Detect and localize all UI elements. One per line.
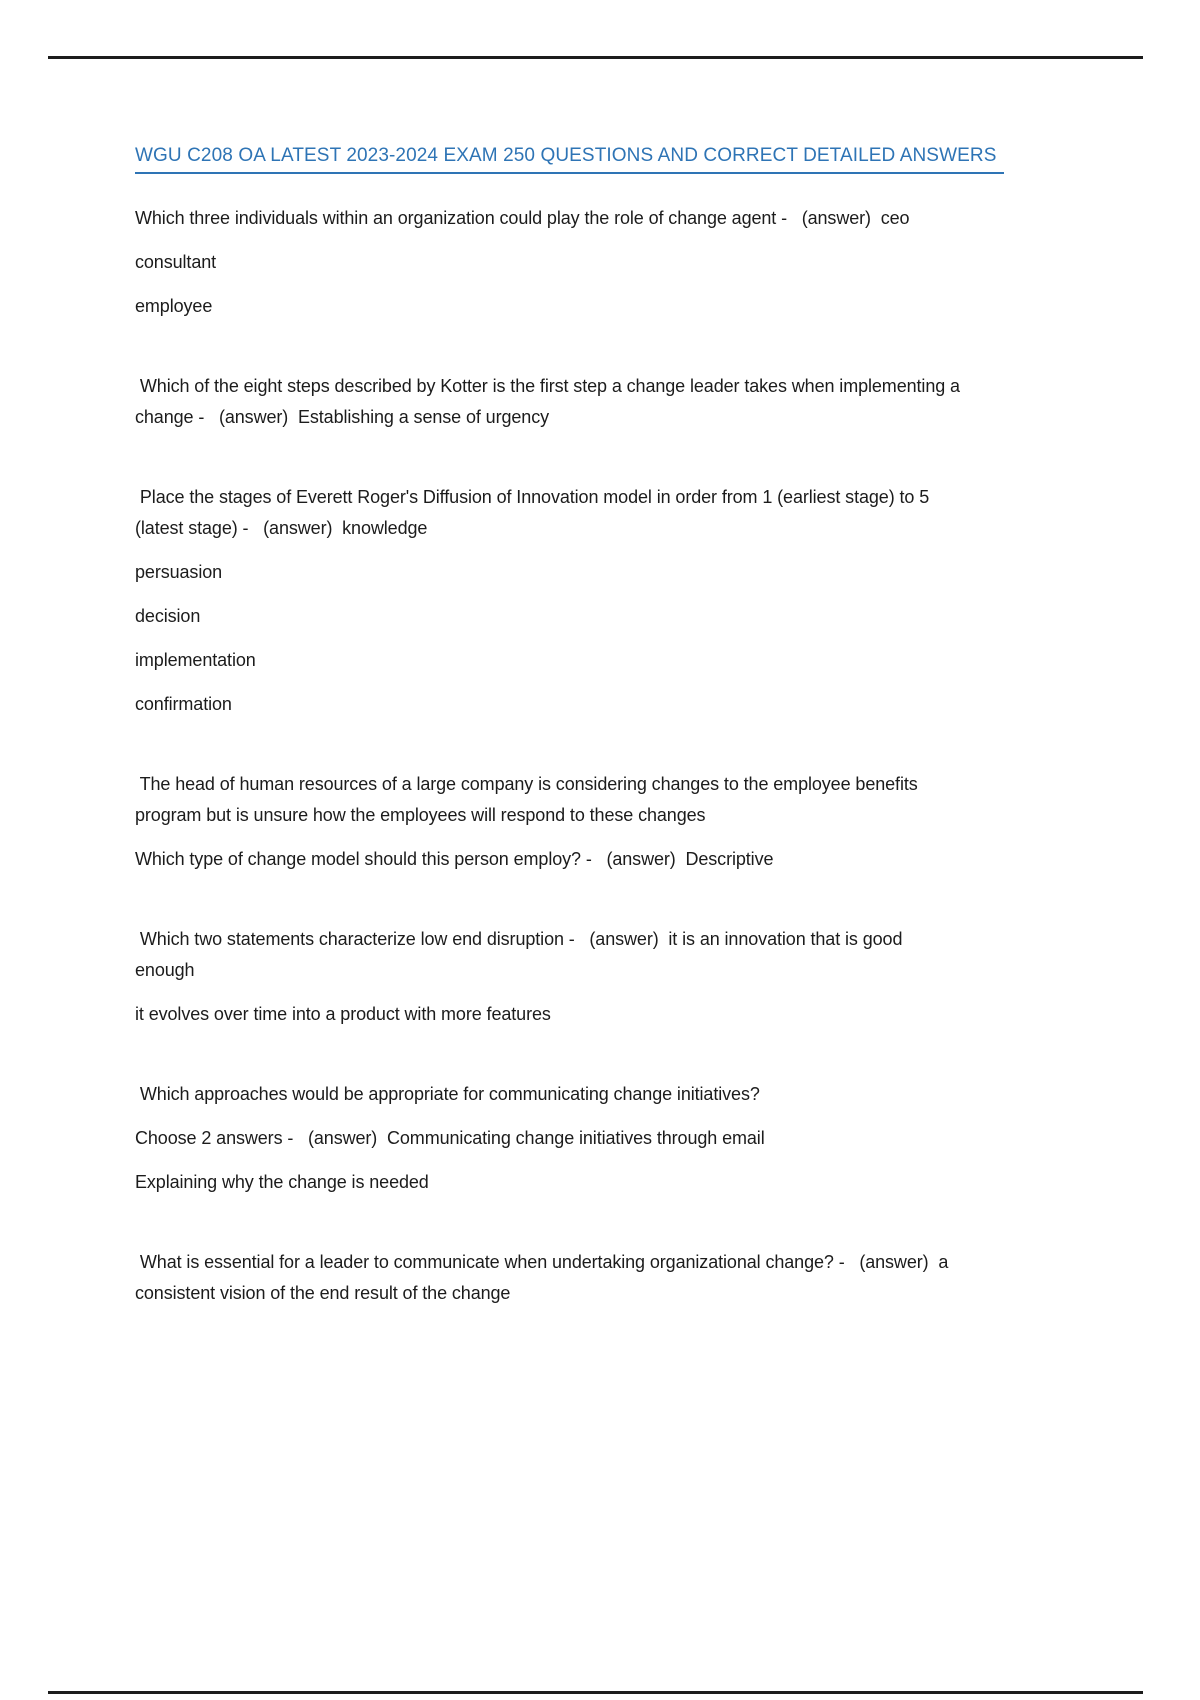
- paragraph-line: Explaining why the change is needed: [135, 1172, 429, 1192]
- qa-block: [135, 769, 1095, 875]
- paragraph-line: Which approaches would be appropriate for communicating change initiatives?: [135, 1084, 760, 1104]
- qa-block: [135, 924, 1095, 1030]
- paragraph-line: Which three individuals within an organization could play the role of change agent - (answer) ceo: [135, 208, 910, 228]
- paragraph-line: persuasion: [135, 562, 223, 582]
- paragraph: [135, 291, 1095, 322]
- paragraph-line: employee: [135, 296, 213, 316]
- page-bottom-rule: [48, 1691, 1143, 1694]
- paragraph: [135, 1247, 1095, 1309]
- paragraph: [135, 999, 1095, 1030]
- paragraph-line: Choose 2 answers - (answer) Communicating change initiatives through email: [135, 1128, 765, 1148]
- paragraph: [135, 844, 1095, 875]
- qa-block: [135, 1247, 1095, 1309]
- paragraph: [135, 689, 1095, 720]
- paragraph: [135, 247, 1095, 278]
- paragraph: [135, 924, 1095, 986]
- paragraph-line: confirmation: [135, 694, 232, 714]
- paragraph-line: decision: [135, 606, 201, 626]
- qa-block: [135, 203, 1095, 322]
- paragraph-line: Place the stages of Everett Roger's Diffusion of Innovation model in order from 1 (earliest stage) to 5: [135, 487, 930, 507]
- paragraph-line: change - (answer) Establishing a sense of urgency: [135, 407, 550, 427]
- paragraph-line: consistent vision of the end result of the change: [135, 1283, 511, 1303]
- paragraph: [135, 482, 1095, 544]
- paragraph: [135, 601, 1095, 632]
- paragraph-line: Which of the eight steps described by Kotter is the first step a change leader takes when implementing a: [135, 376, 960, 396]
- document-title: WGU C208 OA LATEST 2023-2024 EXAM 250 QUESTIONS AND CORRECT DETAILED ANSWERS: [135, 141, 1004, 174]
- qa-block: [135, 1079, 1095, 1198]
- paragraph: [135, 371, 1095, 433]
- paragraph-line: program but is unsure how the employees will respond to these changes: [135, 805, 706, 825]
- paragraph: [135, 203, 1095, 234]
- qa-block: [135, 371, 1095, 433]
- page-top-rule: [48, 56, 1143, 59]
- paragraph-line: The head of human resources of a large company is considering changes to the employee benefits: [135, 774, 918, 794]
- document-page: [135, 141, 1095, 1358]
- paragraph-line: enough: [135, 960, 195, 980]
- paragraph: [135, 1167, 1095, 1198]
- paragraph-line: consultant: [135, 252, 217, 272]
- paragraph: [135, 1123, 1095, 1154]
- paragraph-line: (latest stage) - (answer) knowledge: [135, 518, 428, 538]
- paragraph: [135, 557, 1095, 588]
- qa-block: [135, 482, 1095, 720]
- paragraph-line: Which type of change model should this person employ? - (answer) Descriptive: [135, 849, 774, 869]
- content: [135, 203, 1095, 1309]
- paragraph: [135, 769, 1095, 831]
- paragraph-line: it evolves over time into a product with more features: [135, 1004, 551, 1024]
- paragraph-line: Which two statements characterize low end disruption - (answer) it is an innovation that is good: [135, 929, 903, 949]
- paragraph-line: implementation: [135, 650, 256, 670]
- paragraph: [135, 645, 1095, 676]
- paragraph-line: What is essential for a leader to communicate when undertaking organizational change? - (answer) a: [135, 1252, 949, 1272]
- paragraph: [135, 1079, 1095, 1110]
